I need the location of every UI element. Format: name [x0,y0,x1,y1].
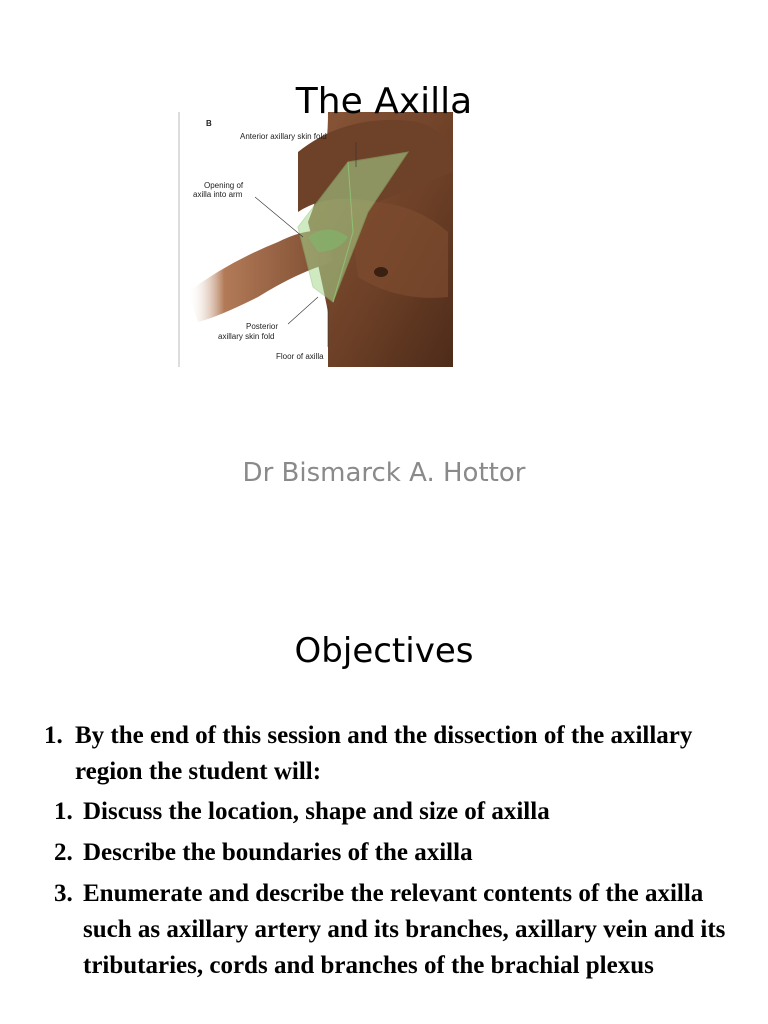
objectives-slide [0,560,768,1024]
objective-number: 1. [44,722,63,749]
label-opening-1: Opening of [204,181,244,190]
sub-objective-text: Describe the boundaries of the axilla [83,839,473,866]
figure-panel-letter: B [206,119,212,128]
objective-item [44,718,744,790]
sub-objective-text: Enumerate and describe the relevant contents of the axilla such as axillary artery and its branches, axillary vein and its tributaries, cords and branches of the brachial plexus [83,880,726,979]
sub-objective-item [54,835,744,871]
label-opening-2: axilla into arm [193,190,243,199]
sub-objective-item [54,876,744,984]
label-anterior-fold: Anterior axillary skin fold [240,132,327,141]
sub-objective-text: Discuss the location, shape and size of axilla [83,798,550,825]
axilla-figure [178,112,453,367]
author-name: Dr Bismarck A. Hottor [242,458,526,488]
sub-objective-item [54,794,744,830]
label-posterior-2: axillary skin fold [218,332,275,341]
objectives-title: Objectives [294,631,474,671]
objectives-list [44,718,744,989]
sub-objectives [44,794,744,984]
sub-objective-number: 1. [54,798,73,825]
sub-objective-number: 3. [54,880,73,907]
label-posterior-1: Posterior [246,322,279,331]
slide-title: The Axilla [295,81,473,122]
objective-text: By the end of this session and the dissection of the axillary region the student will: [75,722,693,785]
sub-objective-number: 2. [54,839,73,866]
label-floor: Floor of axilla [276,352,324,361]
axilla-illustration [178,112,453,367]
